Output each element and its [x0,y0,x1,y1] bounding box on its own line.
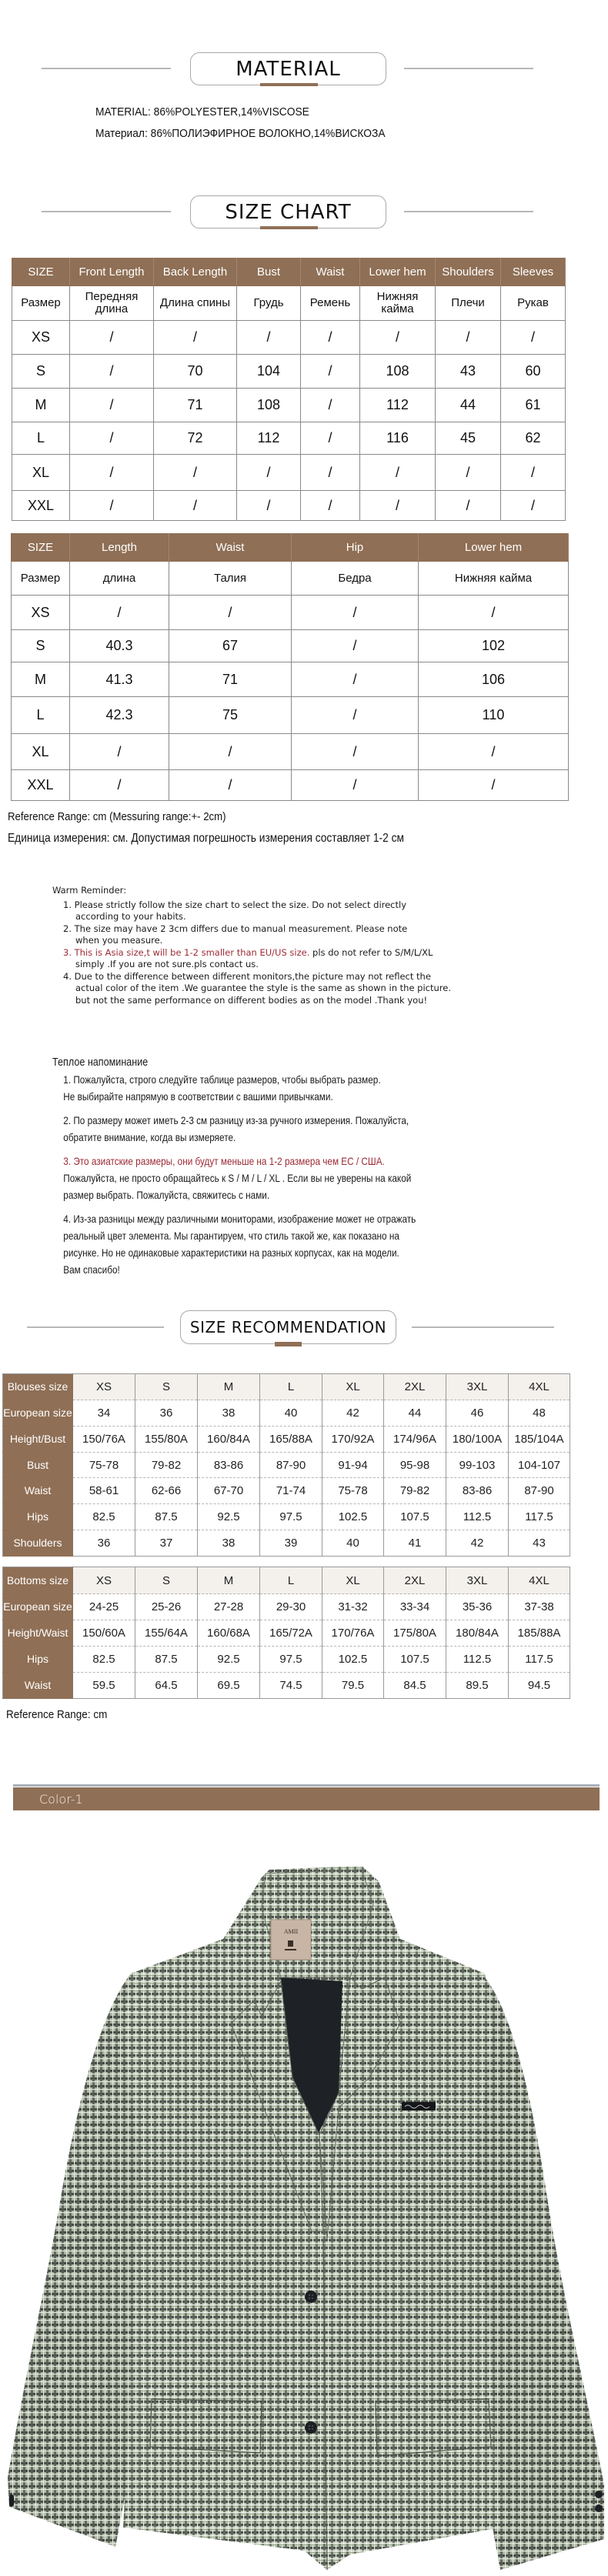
value-cell: 102.5 [322,1647,384,1673]
chest-badge [402,2102,436,2111]
value-cell: 41.3 [70,662,169,697]
table-row [12,662,569,697]
value-cell: 27-28 [198,1594,260,1620]
material-heading [190,52,386,85]
size-recommendation-heading [180,1310,396,1344]
warm-reminder-en [52,885,451,1006]
value-cell: / [70,321,154,355]
value-cell: / [292,662,419,697]
size-cell: 4XL [509,1374,570,1400]
value-cell: 94.5 [509,1673,570,1699]
value-cell: / [501,455,566,491]
size-cell: S [12,355,70,389]
value-cell: 62 [501,422,566,455]
size-cell: XXL [12,491,70,521]
row-label: Waist [3,1673,73,1699]
asia-size-warning-ru: 3. Это азиатские размеры, они будут меньше на 1-2 размера чем ЕС / США. [63,1155,385,1167]
size-cell: XS [73,1374,135,1400]
value-cell: 112 [237,422,301,455]
table-row [3,1530,570,1557]
value-cell: / [419,596,569,630]
value-cell: 45 [436,422,501,455]
blouses-size-table [2,1373,570,1557]
warm-reminder-ru [52,1054,416,1278]
header-ru-cell: Ремень [301,286,360,321]
value-cell: 46 [446,1400,509,1426]
value-cell: / [70,596,169,630]
table-header-row [12,534,569,562]
value-cell: 106 [419,662,569,697]
value-cell: / [436,321,501,355]
value-cell: 37-38 [509,1594,570,1620]
value-cell: / [154,455,237,491]
value-cell: / [237,455,301,491]
reminder-ru-item-2: 2. По размеру может иметь 2-3 см разницу из-за ручного измерения. Пожалуйста, обратите внимание, когда вы измеряете. [63,1114,409,1143]
table-row [3,1478,570,1504]
value-cell: / [70,770,169,801]
table-row [12,389,566,422]
button-lower [305,2421,317,2434]
value-cell: 40 [322,1530,384,1557]
color-label: Color-1 [39,1791,83,1807]
row-label: European size [3,1594,73,1620]
value-cell: 180/84A [446,1620,509,1647]
size-cell: 3XL [446,1567,509,1594]
bottoms-size-table [2,1567,570,1699]
size-rec-divider-left [27,1326,164,1328]
value-cell: / [301,355,360,389]
row-label: Blouses size [3,1374,73,1400]
value-cell: 102 [419,630,569,662]
material-ru: Материал: 86%ПОЛИЭФИРНОЕ ВОЛОКНО,14%ВИСКОЗА [95,127,386,140]
value-cell: 112.5 [446,1504,509,1530]
value-cell: / [501,491,566,521]
header-ru-cell: Талия [169,562,292,596]
size-cell: 4XL [509,1567,570,1594]
left-pocket-flap [150,2399,262,2453]
value-cell: 165/72A [260,1620,322,1647]
material-divider-right [404,68,533,69]
material-title: MATERIAL [236,57,341,81]
value-cell: / [301,321,360,355]
svg-text:AMII: AMII [283,1928,299,1935]
value-cell: 91-94 [322,1453,384,1478]
value-cell: 24-25 [73,1594,135,1620]
value-cell: 104-107 [509,1453,570,1478]
value-cell: / [169,596,292,630]
table-row [3,1504,570,1530]
value-cell: 71-74 [260,1478,322,1504]
value-cell: / [292,630,419,662]
reminder-ru-item-3: 3. Это азиатские размеры, они будут меньше на 1-2 размера чем ЕС / США. Пожалуйста, не просто обращайтесь к S / M / L / XL . Если вы не уверены на какой размер выбрать. Пожалуйста, свяжитесь с нами. [63,1153,416,1203]
value-cell: 67-70 [198,1478,260,1504]
brand-tag [271,1920,311,1960]
value-cell: / [70,355,154,389]
header-cell: Bust [237,259,301,286]
value-cell: / [292,734,419,770]
table-row [3,1374,570,1400]
value-cell: 174/96A [384,1426,446,1453]
value-cell: 43 [436,355,501,389]
size-cell: L [12,697,70,734]
header-ru-cell: Размер [12,286,70,321]
value-cell: 110 [419,697,569,734]
value-cell: 82.5 [73,1647,135,1673]
size-rec-divider-right [412,1326,554,1328]
value-cell: 25-26 [135,1594,198,1620]
value-cell: 92.5 [198,1504,260,1530]
value-cell: 87.5 [135,1504,198,1530]
value-cell: / [154,491,237,521]
value-cell: 83-86 [446,1478,509,1504]
row-label: Hips [3,1647,73,1673]
value-cell: 84.5 [384,1673,446,1699]
reminder-item-3: 3. This is Asia size,t will be 1-2 smaller than EU/US size. pls do not refer to S/M/L/XL simply .If you are not sure.pls contact us. [63,946,433,969]
header-ru-cell: Нижняя кайма [419,562,569,596]
size-cell: XS [12,321,70,355]
size-rec-underline [275,1342,302,1346]
header-cell: Shoulders [436,259,501,286]
value-cell: 61 [501,389,566,422]
reference-range-en: Reference Range: cm (Messuring range:+- 2cm) [8,810,226,823]
value-cell: 71 [154,389,237,422]
row-label: European size [3,1400,73,1426]
table-row [12,734,569,770]
table-header-row [12,259,566,286]
table-row [12,770,569,801]
table-row [12,630,569,662]
value-cell: 33-34 [384,1594,446,1620]
material-underline [260,83,318,86]
header-ru-cell: Плечи [436,286,501,321]
value-cell: 155/64A [135,1620,198,1647]
value-cell: 43 [509,1530,570,1557]
size-cell: XS [12,596,70,630]
header-ru-cell: Размер [12,562,70,596]
value-cell: 38 [198,1530,260,1557]
header-cell: Back Length [154,259,237,286]
value-cell: 87-90 [509,1478,570,1504]
value-cell: 97.5 [260,1647,322,1673]
value-cell: 72 [154,422,237,455]
value-cell: 60 [501,355,566,389]
value-cell: 102.5 [322,1504,384,1530]
value-cell: 170/76A [322,1620,384,1647]
value-cell: 44 [436,389,501,422]
header-cell: Length [70,534,169,562]
value-cell: 64.5 [135,1673,198,1699]
value-cell: / [292,596,419,630]
header-cell: SIZE [12,259,70,286]
table-row [12,321,566,355]
value-cell: 48 [509,1400,570,1426]
value-cell: / [70,389,154,422]
value-cell: 112 [360,389,436,422]
table-row [12,455,566,491]
value-cell: / [301,491,360,521]
header-ru-cell: Рукав [501,286,566,321]
value-cell: 79-82 [384,1478,446,1504]
value-cell: 38 [198,1400,260,1426]
value-cell: 160/84A [198,1426,260,1453]
size-cell: M [12,662,70,697]
value-cell: / [501,321,566,355]
button-upper [305,2291,317,2303]
row-label: Height/Bust [3,1426,73,1453]
value-cell: / [360,455,436,491]
value-cell: / [237,491,301,521]
value-cell: / [292,770,419,801]
value-cell: 160/68A [198,1620,260,1647]
header-cell: Waist [301,259,360,286]
value-cell: 170/92A [322,1426,384,1453]
reference-range-cm: Reference Range: cm [6,1708,108,1721]
value-cell: 35-36 [446,1594,509,1620]
value-cell: 180/100A [446,1426,509,1453]
size-chart-divider-left [42,211,171,212]
material-divider-left [42,68,171,69]
size-table-bottom [11,533,569,801]
header-cell: Lower hem [419,534,569,562]
value-cell: 42.3 [70,697,169,734]
value-cell: 116 [360,422,436,455]
size-chart-underline [260,226,318,229]
header-cell: SIZE [12,534,70,562]
table-row [12,422,566,455]
reminder-ru-item-1: 1. Пожалуйста, строго следуйте таблице размеров, чтобы выбрать размер. Не выбирайте напрямую в соответствии с вашими привычками. [63,1073,381,1103]
value-cell: 40.3 [70,630,169,662]
size-cell: L [260,1567,322,1594]
header-cell: Front Length [70,259,154,286]
size-cell: XL [322,1374,384,1400]
table-header-ru-row [12,286,566,321]
reference-range-ru: Единица измерения: см. Допустимая погрешность измерения составляет 1-2 см [8,832,404,845]
value-cell: 107.5 [384,1504,446,1530]
value-cell: 165/88A [260,1426,322,1453]
value-cell: 67 [169,630,292,662]
value-cell: / [292,697,419,734]
value-cell: 70 [154,355,237,389]
header-cell: Lower hem [360,259,436,286]
value-cell: 59.5 [73,1673,135,1699]
size-cell: L [12,422,70,455]
row-label: Waist [3,1478,73,1504]
material-en: MATERIAL: 86%POLYESTER,14%VISCOSE [95,105,309,118]
value-cell: 89.5 [446,1673,509,1699]
value-cell: 87.5 [135,1647,198,1673]
value-cell: 92.5 [198,1647,260,1673]
header-cell: Hip [292,534,419,562]
value-cell: / [360,321,436,355]
warm-reminder-ru-title: Теплое напоминание [52,1056,149,1069]
value-cell: / [169,734,292,770]
size-table-top [12,258,566,521]
size-recommendation-title: SIZE RECOMMENDATION [189,1318,387,1336]
product-image-blazer [0,1831,608,2576]
size-chart-heading [190,195,386,229]
value-cell: 36 [135,1400,198,1426]
value-cell: 58-61 [73,1478,135,1504]
value-cell: / [169,770,292,801]
size-cell: XL [12,734,70,770]
size-cell: L [260,1374,322,1400]
value-cell: 79.5 [322,1673,384,1699]
value-cell: 108 [237,389,301,422]
header-ru-cell: Бедра [292,562,419,596]
size-cell: M [198,1374,260,1400]
header-cell: Sleeves [501,259,566,286]
value-cell: 99-103 [446,1453,509,1478]
value-cell: 39 [260,1530,322,1557]
value-cell: 40 [260,1400,322,1426]
table-row [12,491,566,521]
value-cell: / [436,455,501,491]
row-label: Bust [3,1453,73,1478]
table-row [3,1620,570,1647]
value-cell: 42 [446,1530,509,1557]
value-cell: 83-86 [198,1453,260,1478]
header-ru-cell: Длина спины [154,286,237,321]
value-cell: 155/80A [135,1426,198,1453]
value-cell: 175/80A [384,1620,446,1647]
value-cell: 185/104A [509,1426,570,1453]
warm-reminder-title: Warm Reminder: [52,885,127,896]
table-header-ru-row [12,562,569,596]
size-cell: 3XL [446,1374,509,1400]
value-cell: 108 [360,355,436,389]
size-cell: M [198,1567,260,1594]
value-cell: 79-82 [135,1453,198,1478]
header-ru-cell: длина [70,562,169,596]
table-row [3,1453,570,1478]
header-ru-cell: Передняя длина [70,286,154,321]
size-cell: XS [73,1567,135,1594]
value-cell: 95-98 [384,1453,446,1478]
size-chart-divider-right [404,211,533,212]
value-cell: 37 [135,1530,198,1557]
header-ru-cell: Грудь [237,286,301,321]
reminder-item-1: 1. Please strictly follow the size chart to select the size. Do not select directly according to your habits. [63,899,407,922]
reminder-item-2: 2. The size may have 2 3cm differs due to manual measurement. Please note when you measure. [63,923,408,946]
value-cell: 71 [169,662,292,697]
value-cell: 104 [237,355,301,389]
size-cell: XXL [12,770,70,801]
value-cell: 117.5 [509,1647,570,1673]
value-cell: 44 [384,1400,446,1426]
value-cell: / [70,422,154,455]
banner-divider [13,1784,600,1787]
table-row [3,1567,570,1594]
value-cell: 31-32 [322,1594,384,1620]
value-cell: 87-90 [260,1453,322,1478]
value-cell: 42 [322,1400,384,1426]
value-cell: 107.5 [384,1647,446,1673]
table-row [3,1673,570,1699]
value-cell: / [360,491,436,521]
table-row [12,697,569,734]
value-cell: / [436,491,501,521]
table-row [12,596,569,630]
size-cell: M [12,389,70,422]
asia-size-warning: 3. This is Asia size,t will be 1-2 smaller than EU/US size. [63,946,310,958]
value-cell: / [70,491,154,521]
value-cell: / [237,321,301,355]
row-label: Bottoms size [3,1567,73,1594]
value-cell: 74.5 [260,1673,322,1699]
value-cell: 75-78 [322,1478,384,1504]
value-cell: 34 [73,1400,135,1426]
color-banner [13,1787,600,1810]
table-row [3,1647,570,1673]
table-row [3,1594,570,1620]
value-cell: / [301,455,360,491]
value-cell: / [419,770,569,801]
value-cell: / [419,734,569,770]
value-cell: 150/76A [73,1426,135,1453]
size-cell: XL [322,1567,384,1594]
reminder-ru-item-4: 4. Из-за разницы между различными мониторами, изображение может не отражать реальный цвет элемента. Мы гарантируем, что стиль такой же, как показано на рисунке. Но не одинаковые характеристики на разных корпусах, как на модели. Вам спасибо! [63,1213,416,1276]
value-cell: 75 [169,697,292,734]
value-cell: / [301,422,360,455]
size-chart-title: SIZE CHART [225,200,352,224]
header-ru-cell: Нижняя кайма [360,286,436,321]
value-cell: 62-66 [135,1478,198,1504]
size-cell: 2XL [384,1374,446,1400]
right-pocket-flap [376,2399,491,2456]
value-cell: 97.5 [260,1504,322,1530]
value-cell: 69.5 [198,1673,260,1699]
size-cell: XL [12,455,70,491]
row-label: Height/Waist [3,1620,73,1647]
value-cell: 41 [384,1530,446,1557]
header-cell: Waist [169,534,292,562]
size-cell: S [135,1374,198,1400]
size-cell: S [12,630,70,662]
value-cell: 75-78 [73,1453,135,1478]
value-cell: 112.5 [446,1647,509,1673]
value-cell: / [70,734,169,770]
table-row [12,355,566,389]
table-row [3,1426,570,1453]
value-cell: 82.5 [73,1504,135,1530]
value-cell: 117.5 [509,1504,570,1530]
row-label: Hips [3,1504,73,1530]
value-cell: 36 [73,1530,135,1557]
reminder-item-4: 4. Due to the difference between different monitors,the picture may not reflect the actual color of the item .We guarantee the style is the same as shown in the picture. but not the same performance on different bodies as on the model .Thank you! [63,970,451,1006]
value-cell: / [301,389,360,422]
value-cell: / [70,455,154,491]
table-row [3,1400,570,1426]
size-cell: S [135,1567,198,1594]
value-cell: 185/88A [509,1620,570,1647]
value-cell: 29-30 [260,1594,322,1620]
size-cell: 2XL [384,1567,446,1594]
value-cell: / [154,321,237,355]
row-label: Shoulders [3,1530,73,1557]
value-cell: 150/60A [73,1620,135,1647]
